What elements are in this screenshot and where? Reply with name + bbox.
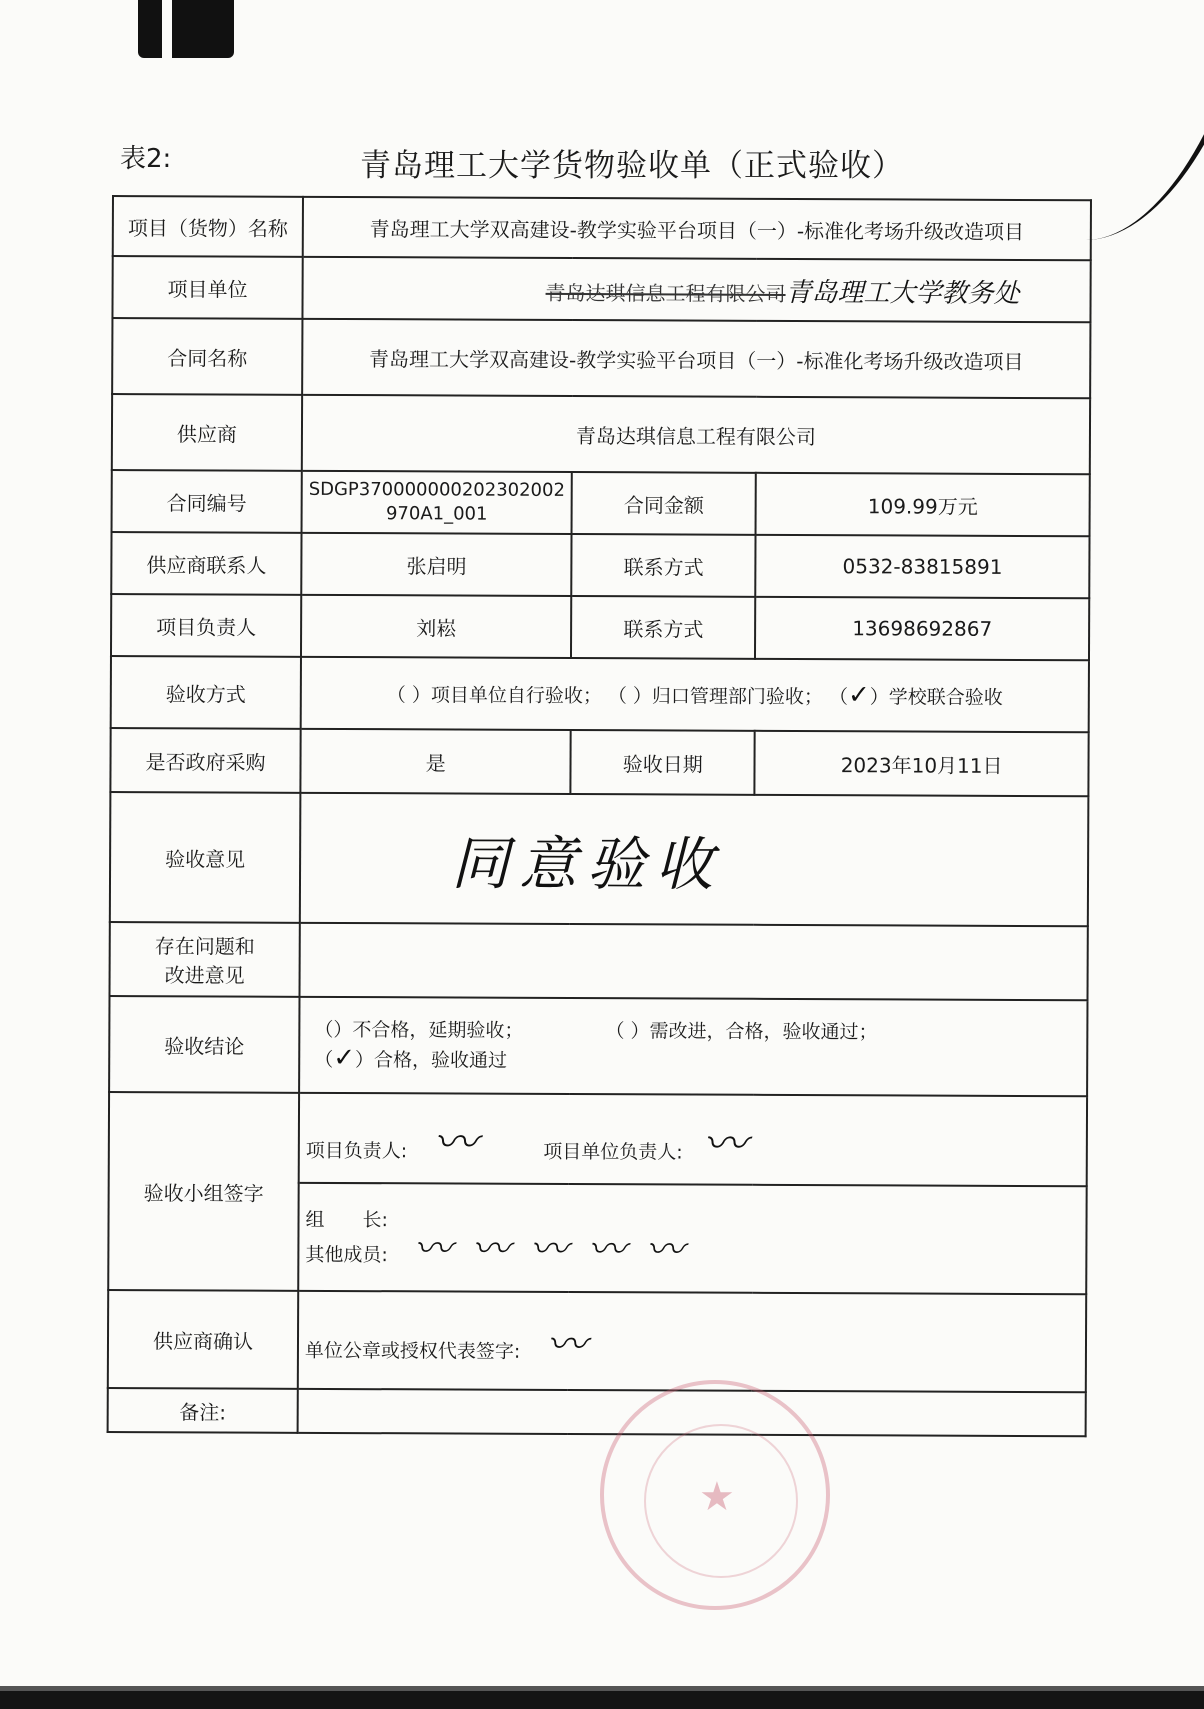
row-supplier-confirm bbox=[108, 1290, 1086, 1392]
project-unit-label: 项目单位 bbox=[112, 256, 302, 319]
accept-date-label: 验收日期 bbox=[571, 730, 755, 795]
supplier-phone-label: 联系方式 bbox=[571, 534, 755, 597]
row-contract-no bbox=[112, 470, 1090, 536]
accept-method-opt3-suffix: ）学校联合验收 bbox=[869, 686, 1003, 709]
scan-edge-curve bbox=[1086, 0, 1204, 240]
contract-no-value bbox=[302, 471, 573, 534]
issues-value bbox=[300, 923, 1088, 1000]
unit-lead-signature: 〰 bbox=[702, 1118, 747, 1170]
gov-purchase-label: 是否政府采购 bbox=[110, 728, 300, 793]
conclusion-line2 bbox=[314, 1044, 1080, 1077]
check-mark-icon: ✓ bbox=[847, 680, 870, 711]
project-unit-handwritten: 青岛理工大学教务处 bbox=[785, 277, 1020, 309]
conclusion-line1 bbox=[314, 1016, 1080, 1047]
remarks-label: 备注: bbox=[108, 1388, 298, 1433]
contract-no-line1: SDGP370000000202302002 bbox=[308, 478, 565, 501]
row-project-lead bbox=[111, 594, 1089, 660]
member-signatures: 〰〰〰〰〰 bbox=[413, 1225, 704, 1272]
accept-method-label: 验收方式 bbox=[111, 656, 301, 729]
other-members-line bbox=[305, 1225, 1079, 1272]
supplier-seal-label: 单位公章或授权代表签字: bbox=[304, 1339, 521, 1363]
accept-date-value: 2023年10月11日 bbox=[755, 731, 1089, 796]
supplier-contact-value: 张启明 bbox=[301, 533, 572, 596]
binder-clip bbox=[138, 0, 234, 58]
unit-lead-sign-label: 项目单位负责人: bbox=[543, 1140, 683, 1164]
scan-edge-bottom bbox=[0, 1691, 1204, 1709]
row-project-unit bbox=[112, 256, 1090, 322]
row-team-sign-1 bbox=[109, 1092, 1087, 1186]
table-number: 表2: bbox=[120, 144, 172, 174]
team-sign-leads bbox=[299, 1093, 1087, 1186]
supplier-confirm-label: 供应商确认 bbox=[108, 1290, 298, 1389]
opinion-value bbox=[300, 793, 1089, 926]
supplier-value: 青岛达琪信息工程有限公司 bbox=[302, 395, 1090, 474]
project-lead-phone-value: 13698692867 bbox=[755, 597, 1089, 660]
company-seal bbox=[600, 1380, 830, 1610]
team-lead-sign-label: 项目负责人: bbox=[305, 1139, 408, 1163]
supplier-phone-value: 0532-83815891 bbox=[755, 535, 1089, 598]
team-lead-signature: 〰 bbox=[433, 1117, 478, 1169]
project-name-value: 青岛理工大学双高建设-教学实验平台项目（一）-标准化考场升级改造项目 bbox=[303, 197, 1091, 260]
project-name-label: 项目（货物）名称 bbox=[113, 196, 303, 257]
issues-label-line2: 改进意见 bbox=[164, 963, 245, 988]
conclusion-opt2: （ ）需改进，合格，验收通过； bbox=[605, 1020, 878, 1044]
accept-method-options bbox=[301, 657, 1089, 732]
team-sign-label: 验收小组签字 bbox=[108, 1092, 299, 1291]
accept-method-opt3-prefix: （ bbox=[828, 686, 849, 709]
other-members-label: 其他成员: bbox=[305, 1243, 388, 1266]
supplier-label: 供应商 bbox=[112, 394, 302, 471]
row-gov-purchase bbox=[110, 728, 1088, 796]
conclusion-label: 验收结论 bbox=[109, 996, 299, 1093]
row-supplier-contact bbox=[111, 532, 1089, 598]
contract-name-label: 合同名称 bbox=[112, 318, 302, 395]
row-contract-name bbox=[112, 318, 1090, 398]
row-project-name bbox=[113, 196, 1091, 260]
row-opinion bbox=[110, 792, 1089, 926]
contract-no-label: 合同编号 bbox=[112, 470, 302, 533]
row-supplier bbox=[112, 394, 1090, 474]
contract-amount-value: 109.99万元 bbox=[756, 473, 1090, 536]
project-unit-struck: 青岛达琪信息工程有限公司 bbox=[545, 280, 786, 306]
project-lead-label: 项目负责人 bbox=[111, 594, 301, 657]
conclusion-opt3-paren: （ bbox=[314, 1048, 334, 1071]
issues-label bbox=[110, 922, 300, 997]
project-lead-value: 刘崧 bbox=[301, 595, 572, 658]
conclusion-opt1-paren: （ bbox=[314, 1018, 334, 1041]
check-mark-icon: ✓ bbox=[333, 1042, 356, 1074]
accept-method-opt1: （ ）项目单位自行验收； bbox=[386, 684, 602, 708]
supplier-signature: 〰 bbox=[546, 1321, 587, 1368]
contract-no-line2: 970A1_001 bbox=[385, 503, 488, 525]
conclusion-options bbox=[299, 997, 1087, 1096]
conclusion-opt1: ）不合格，延期验收； bbox=[333, 1018, 524, 1042]
opinion-label: 验收意见 bbox=[110, 792, 301, 923]
project-unit-value bbox=[302, 257, 1090, 322]
row-remarks bbox=[108, 1388, 1086, 1436]
contract-name-value: 青岛理工大学双高建设-教学实验平台项目（一）-标准化考场升级改造项目 bbox=[302, 319, 1090, 398]
group-leader-label: 组 长: bbox=[305, 1208, 388, 1231]
seal-star-icon: ★ bbox=[699, 1474, 735, 1520]
accept-method-opt2: （ ）归口管理部门验收； bbox=[607, 685, 823, 709]
team-sign-members bbox=[298, 1183, 1086, 1294]
acceptance-form-table bbox=[107, 195, 1092, 1437]
gov-purchase-value: 是 bbox=[300, 729, 571, 794]
project-lead-phone-label: 联系方式 bbox=[571, 596, 755, 659]
row-accept-method bbox=[111, 656, 1089, 732]
contract-amount-label: 合同金额 bbox=[572, 472, 756, 535]
opinion-handwritten: 同意验收 bbox=[450, 829, 724, 899]
supplier-contact-label: 供应商联系人 bbox=[111, 532, 301, 595]
supplier-confirm-value bbox=[298, 1291, 1086, 1392]
conclusion-opt3: ）合格，验收通过 bbox=[354, 1049, 508, 1072]
issues-label-line1: 存在问题和 bbox=[154, 934, 255, 959]
document-title: 青岛理工大学货物验收单（正式验收） bbox=[360, 148, 904, 184]
row-issues bbox=[110, 922, 1088, 1000]
row-conclusion bbox=[109, 996, 1087, 1096]
